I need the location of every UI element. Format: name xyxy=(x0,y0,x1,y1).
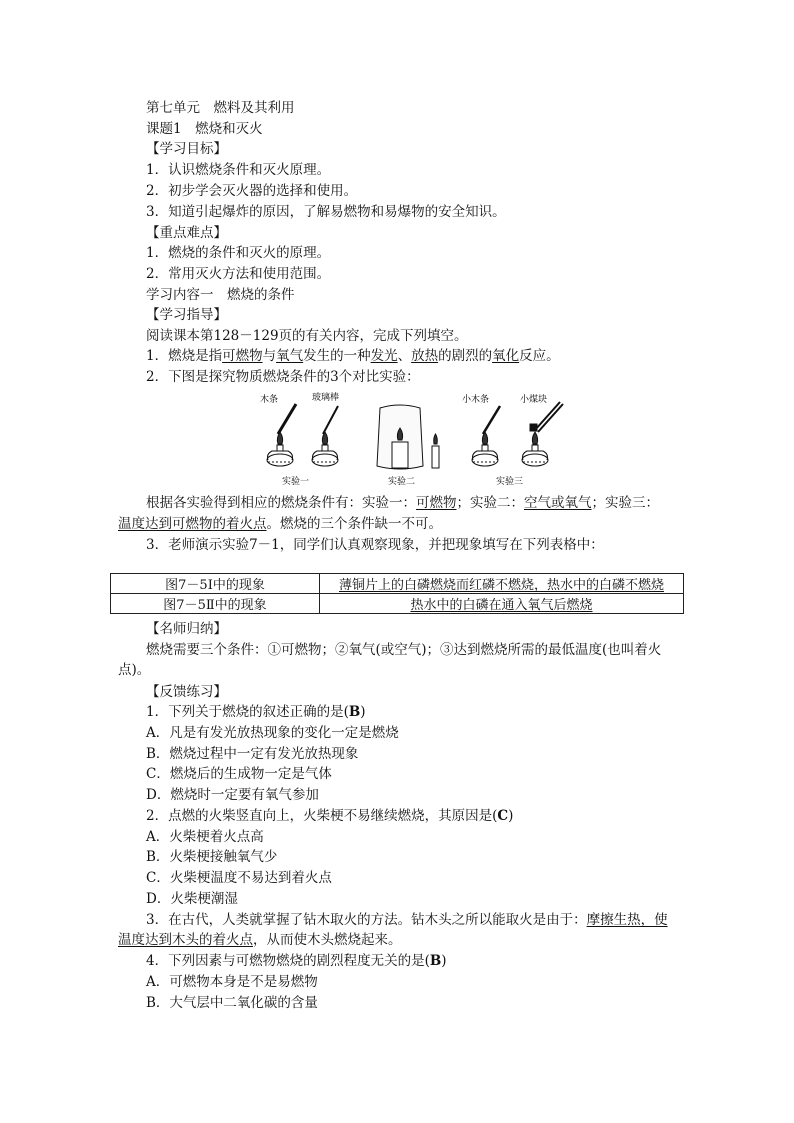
practice-question-3: 3．在古代，人类就掌握了钻木取火的方法。钻木头之所以能取火是由于：摩擦生热，使 xyxy=(146,912,668,928)
key-header: 【重点难点】 xyxy=(146,225,227,241)
option: D．火柴梗潮湿 xyxy=(146,891,238,907)
experiment-figure xyxy=(230,388,570,488)
table-cell-label: 图7－5Ⅱ中的现象 xyxy=(111,594,320,614)
table-cell-value: 热水中的白磷在通入氧气后燃烧 xyxy=(320,594,684,614)
option: B．火柴梗接触氧气少 xyxy=(146,849,278,865)
option: C．燃烧后的生成物一定是气体 xyxy=(146,766,332,782)
practice-question-1: 1．下列关于燃烧的叙述正确的是(B) xyxy=(146,704,366,720)
answer-blank: 温度达到可燃物的着火点 xyxy=(118,516,267,532)
small-wood-icon xyxy=(483,406,500,434)
alcohol-lamp-icon xyxy=(472,432,498,466)
label-wood: 木条 xyxy=(260,395,279,405)
guide-header: 【学习指导】 xyxy=(146,307,227,323)
conditions-text: 根据各实验得到相应的燃烧条件有：实验一：可燃物；实验二：空气或氧气；实验三： xyxy=(146,495,659,511)
goal-item: 1．认识燃烧条件和灭火原理。 xyxy=(146,162,331,178)
answer-blank: 放热 xyxy=(411,348,439,364)
wood-stick-icon xyxy=(278,404,296,434)
alcohol-lamp-icon xyxy=(267,432,293,466)
option: C．火柴梗温度不易达到着火点 xyxy=(146,870,332,886)
answer-blank: 可燃物 xyxy=(222,348,263,364)
label-glass-rod: 玻璃棒 xyxy=(312,393,340,403)
glass-rod-icon xyxy=(323,406,338,434)
answer-blank: 氧气 xyxy=(276,348,304,364)
label-small-wood: 小木条 xyxy=(462,395,490,405)
answer-blank: 空气或氧气 xyxy=(524,495,592,511)
teacher-text: 燃烧需要三个条件：①可燃物；②氧气(或空气)；③达到燃烧所需的最低温度(也叫着火 xyxy=(146,642,662,658)
answer: B xyxy=(429,953,442,969)
beaker-icon xyxy=(377,405,423,469)
label-exp2: 实验二 xyxy=(388,477,416,487)
goal-item: 2．初步学会灭火器的选择和使用。 xyxy=(146,183,358,199)
table-row xyxy=(111,594,684,614)
option: A．火柴梗着火点高 xyxy=(146,829,264,845)
label-exp1: 实验一 xyxy=(282,477,310,487)
option: A．可燃物本身是不是易燃物 xyxy=(146,974,318,990)
practice-question-3-cont: 温度达到木头的着火点，从而使木头燃烧起来。 xyxy=(118,932,402,948)
answer-blank: 温度达到木头的着火点 xyxy=(118,932,253,948)
table-cell-label: 图7－5Ⅰ中的现象 xyxy=(111,574,320,594)
teacher-header: 【名师归纳】 xyxy=(146,621,227,637)
key-item: 2．常用灭火方法和使用范围。 xyxy=(146,266,331,282)
practice-header: 【反馈练习】 xyxy=(146,684,227,700)
option: A．凡是有发光放热现象的变化一定是燃烧 xyxy=(146,725,399,741)
unit-title: 第七单元 燃料及其利用 xyxy=(146,100,295,116)
practice-question-4: 4．下列因素与可燃物燃烧的剧烈程度无关的是(B) xyxy=(146,953,447,969)
label-exp3: 实验三 xyxy=(496,477,524,487)
label-coal: 小煤块 xyxy=(520,395,548,405)
key-item: 1．燃烧的条件和灭火的原理。 xyxy=(146,245,331,261)
coal-tongs-icon xyxy=(530,402,563,432)
answer-blank: 氧化 xyxy=(492,348,520,364)
goal-item: 3．知道引起爆炸的原因，了解易燃物和易爆物的安全知识。 xyxy=(146,204,506,220)
goals-header: 【学习目标】 xyxy=(146,141,227,157)
option: D．燃烧时一定要有氧气参加 xyxy=(146,787,319,803)
option: B．大气层中二氧化碳的含量 xyxy=(146,995,318,1011)
answer-blank: 发光 xyxy=(370,348,398,364)
question-2: 2．下图是探究物质燃烧条件的3个对比实验： xyxy=(146,369,420,385)
table-cell-value: 薄铜片上的白磷燃烧而红磷不燃烧，热水中的白磷不燃烧 xyxy=(320,574,684,594)
question-1: 1．燃烧是指可燃物与氧气发生的一种发光、放热的剧烈的氧化反应。 xyxy=(146,348,560,364)
table-row xyxy=(111,574,684,594)
observation-table xyxy=(110,573,684,614)
option: B．燃烧过程中一定有发光放热现象 xyxy=(146,746,359,762)
alcohol-lamp-icon xyxy=(312,432,338,466)
alcohol-lamp-icon xyxy=(522,432,548,466)
conditions-text-cont: 温度达到可燃物的着火点。燃烧的三个条件缺一不可。 xyxy=(118,516,442,532)
practice-question-2: 2．点燃的火柴竖直向上，火柴梗不易继续燃烧，其原因是(C) xyxy=(146,808,514,824)
content-title: 学习内容一 燃烧的条件 xyxy=(146,287,295,303)
answer-blank: 摩擦生热，使 xyxy=(586,912,668,928)
answer-blank: 可燃物 xyxy=(416,495,457,511)
question-3: 3．老师演示实验7－1，同学们认真观察现象，并把现象填写在下列表格中： xyxy=(146,537,604,553)
guide-text: 阅读课本第128－129页的有关内容，完成下列填空。 xyxy=(146,328,468,344)
candle-icon xyxy=(432,434,439,468)
answer: C xyxy=(497,808,509,824)
answer: B xyxy=(348,704,361,720)
lesson-title: 课题1 燃烧和灭火 xyxy=(146,121,263,137)
teacher-text-cont: 点)。 xyxy=(118,662,151,678)
